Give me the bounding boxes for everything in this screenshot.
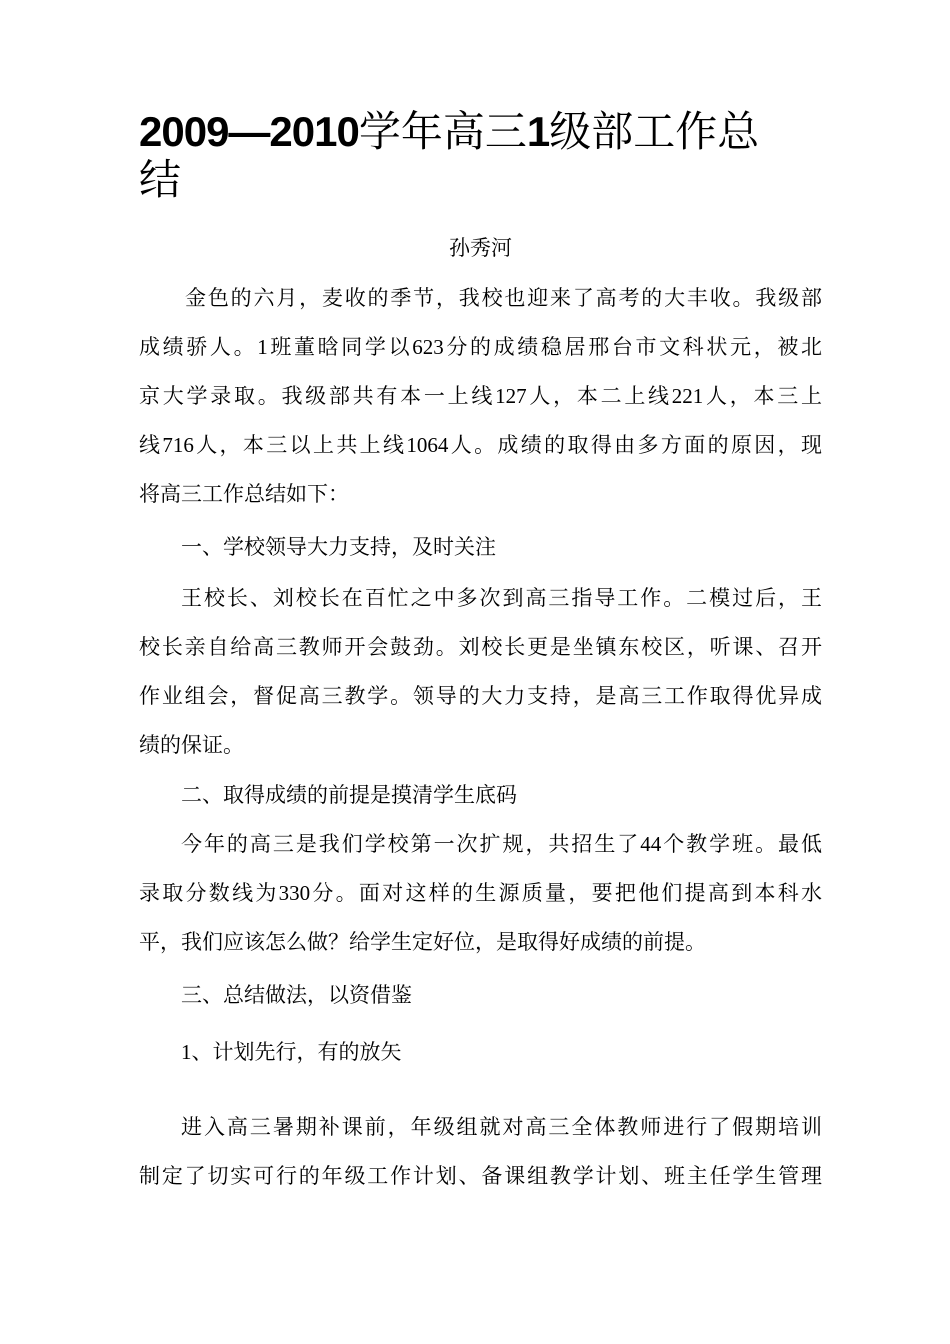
paragraph-line: 成绩骄人。1班董晗同学以623分的成绩稳居邢台市文科状元，被北	[139, 335, 822, 359]
paragraph-line: 将高三工作总结如下：	[139, 482, 349, 506]
paragraph-students	[139, 820, 822, 967]
paragraph-line: 金色的六月，麦收的季节，我校也迎来了高考的大丰收。我级部	[185, 286, 822, 310]
paragraph-planning	[139, 1103, 822, 1201]
paragraph-line: 作业组会，督促高三教学。领导的大力支持，是高三工作取得优异成	[139, 684, 822, 708]
paragraph-line: 王校长、刘校长在百忙之中多次到高三指导工作。二模过后，王	[181, 586, 822, 610]
paragraph-line: 制定了切实可行的年级工作计划、备课组教学计划、班主任学生管理	[139, 1164, 822, 1188]
paragraph-line: 进入高三暑期补课前，年级组就对高三全体教师进行了假期培训	[181, 1115, 822, 1139]
paragraph-leadership	[139, 574, 822, 770]
paragraph-line: 校长亲自给高三教师开会鼓劲。刘校长更是坐镇东校区，听课、召开	[139, 635, 822, 659]
title-text-part1: 学年高三	[358, 108, 527, 155]
title-text-line2: 结	[139, 156, 182, 203]
title-text-part2: 级部工作总	[549, 108, 760, 155]
paragraph-line: 录取分数线为330分。面对这样的生源质量，要把他们提高到本科水	[139, 881, 822, 905]
paragraph-line: 今年的高三是我们学校第一次扩规，共招生了44个教学班。最低	[181, 832, 822, 856]
paragraph-line: 京大学录取。我级部共有本一上线127人，本二上线221人，本三上	[139, 384, 822, 408]
paragraph-line: 线716人，本三以上共上线1064人。成绩的取得由多方面的原因，现	[139, 433, 822, 457]
title-year-range: 2009—2010	[139, 108, 359, 155]
paragraph-line: 绩的保证。	[139, 733, 244, 757]
heading-text: 二、取得成绩的前提是摸清学生底码	[181, 783, 517, 807]
heading-text: 1、计划先行，有的放矢	[181, 1040, 402, 1064]
subsection-heading-1	[139, 1028, 822, 1077]
document-title	[139, 108, 822, 204]
section-heading-1	[139, 523, 822, 572]
heading-text: 一、学校领导大力支持，及时关注	[181, 535, 496, 559]
title-grade-number: 1	[526, 108, 550, 155]
paragraph-line: 平，我们应该怎么做？给学生定好位，是取得好成绩的前提。	[139, 930, 706, 954]
paragraph-intro	[139, 274, 822, 519]
heading-text: 三、总结做法，以资借鉴	[181, 983, 412, 1007]
author-name: 孙秀河	[449, 236, 512, 260]
section-heading-3	[139, 971, 822, 1020]
section-heading-2	[139, 771, 822, 820]
